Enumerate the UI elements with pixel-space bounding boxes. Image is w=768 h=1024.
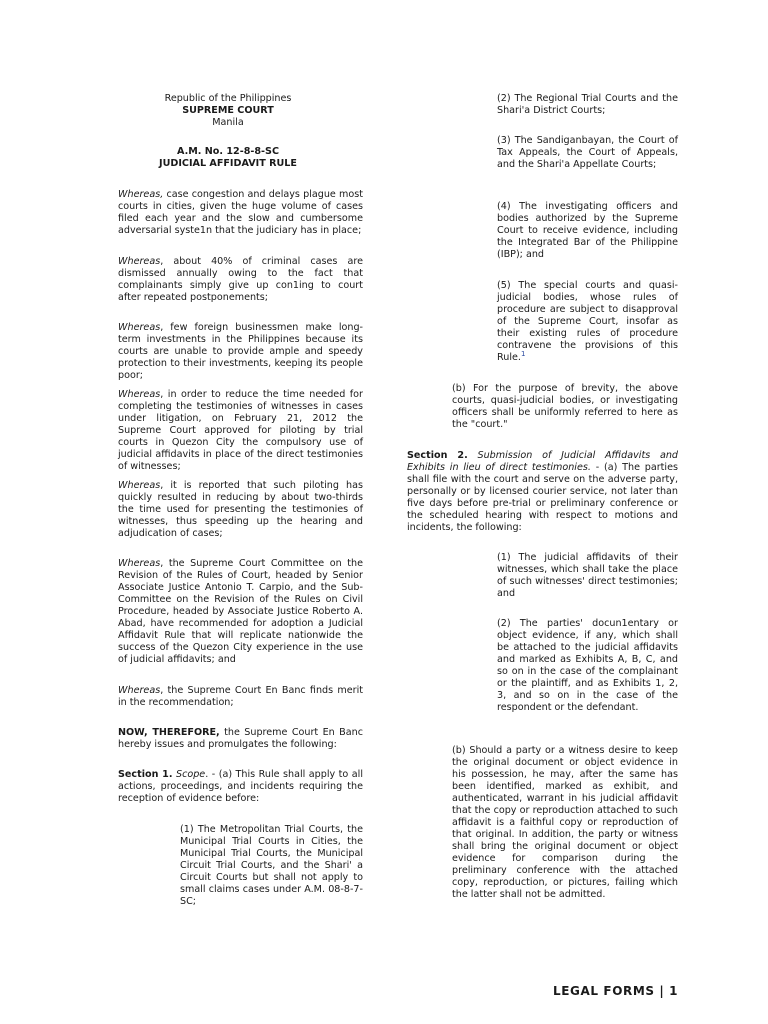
whereas-7 — [118, 685, 363, 709]
page-footer: LEGAL FORMS | 1 — [553, 984, 679, 998]
section-1-item-4: (4) The investigating officers and bodies authorized by the Supreme Court to receive evidence, including the Integrated Bar of the Philippine (IBP); and — [497, 201, 678, 260]
section-1-item-2: (2) The Regional Trial Courts and the Shari'a District Courts; — [497, 93, 678, 116]
whereas-text: case congestion and delays plague most courts in cities, given the huge volume of cases filed each year and the slow and cumbersome adversarial syste1n that the judiciary has in place; — [118, 189, 363, 236]
section-1-text: . - (a) This Rule shall apply to all actions, proceedings, and incidents requiring the reception of evidence before: — [118, 769, 363, 804]
whereas-keyword: Whereas, — [118, 189, 164, 200]
section-2-text: - (a) The parties shall file with the court and serve on the adverse party, personally or by licensed courier service, not later than five days before pre-trial or preliminary conference or the scheduled hearing with respect to motions and incidents, the following: — [407, 462, 679, 533]
whereas-keyword: Whereas — [118, 256, 161, 267]
rule-title: JUDICIAL AFFIDAVIT RULE — [159, 158, 297, 169]
whereas-5 — [118, 480, 363, 540]
whereas-keyword: Whereas — [118, 322, 161, 333]
whereas-text: , the Supreme Court Committee on the Revision of the Rules of Court, headed by Senior Associate Justice Antonio T. Carpio, and the Sub-Committee on the Revision of the Rules on Civil Procedure, headed by Associate Justice Roberto A. Abad, have recommended for adoption a Judicial Affidavit Rule that will replicate nationwide the success of the Quezon City experience in the use of judicial affidavits; and — [118, 558, 363, 665]
whereas-keyword: Whereas — [118, 558, 161, 569]
section-1 — [118, 769, 363, 805]
city-line: Manila — [212, 117, 244, 128]
section-2-label: Section 2. — [407, 450, 468, 461]
section-2-paragraph-b: (b) Should a party or a witness desire to keep the original document or object evidence in his possession, he may, after the same has been identified, marked as exhibit, and authenticated, warrant in his judicial affidavit that the copy or reproduction attached to such affidavit is a faithful copy or reproduction of that original. In addition, the party or witness shall bring the original document or object evidence for comparison during the preliminary conference with the attached copy, reproduction, or pictures, failing which the latter shall not be admitted. — [452, 745, 678, 900]
whereas-text: , few foreign businessmen make long-term investments in the Philippines because its courts are unable to provide ample and speedy protection to their investments, keeping its people poor; — [118, 322, 363, 381]
section-1-item-3: (3) The Sandiganbayan, the Court of Tax Appeals, the Court of Appeals, and the Shari'a Appellate Courts; — [497, 135, 678, 170]
whereas-keyword: Whereas — [118, 685, 161, 696]
section-2-item-1: (1) The judicial affidavits of their witnesses, which shall take the place of such witnesses' direct testimonies; and — [497, 552, 678, 599]
whereas-keyword: Whereas — [118, 480, 161, 491]
now-therefore-text: the Supreme Court En Banc hereby issues and promulgates the following: — [118, 727, 363, 750]
republic-line: Republic of the Philippines — [164, 93, 292, 104]
section-1-label: Section 1. — [118, 769, 173, 780]
section-1-item-5 — [497, 280, 678, 364]
section-1-paragraph-b: (b) For the purpose of brevity, the above courts, quasi-judicial bodies, or investigating officers shall be uniformly referred to here as the "court." — [452, 383, 678, 430]
section-1-item-1: (1) The Metropolitan Trial Courts, the Municipal Trial Courts in Cities, the Municipal Trial Courts, the Municipal Circuit Trial Courts, and the Shari' a Circuit Courts but shall not apply to small claims cases under A.M. 08-8-7-SC; — [180, 824, 363, 907]
section-2 — [407, 450, 678, 534]
whereas-1 — [118, 189, 363, 237]
section-1-title: Scope — [175, 769, 206, 780]
am-number: A.M. No. 12-8-8-SC — [177, 146, 279, 157]
section-2-item-2: (2) The parties' docun1entary or object evidence, if any, which shall be attached to the judicial affidavits and marked as Exhibits A, B, C, and so on in the case of the complainant or the plaintiff, and as Exhibits 1, 2, 3, and so on in the case of the respondent or the defendant. — [497, 618, 678, 713]
whereas-4 — [118, 389, 363, 473]
whereas-6 — [118, 558, 363, 666]
document-title-block — [118, 146, 338, 170]
whereas-3 — [118, 322, 363, 382]
whereas-text: , it is reported that such piloting has quickly resulted in reducing by about two-thirds the time used for presenting the testimonies of witnesses, thus speeding up the hearing and adjudication of cases; — [118, 480, 363, 539]
now-therefore-keyword: NOW, THEREFORE, — [118, 727, 220, 738]
section-1-item-5-text: (5) The special courts and quasi-judicial bodies, whose rules of procedure are subject to disapproval of the Supreme Court, insofar as their existing rules of procedure contravene the provisions of this Rule. — [497, 280, 678, 363]
whereas-2 — [118, 256, 363, 304]
court-name: SUPREME COURT — [182, 105, 274, 116]
now-therefore-paragraph — [118, 727, 363, 751]
document-header — [118, 93, 338, 129]
section-2-title: Submission of Judicial Affidavits and Exhibits in lieu of direct testimonies. — [407, 450, 678, 473]
footnote-link[interactable]: 1 — [520, 349, 526, 358]
whereas-text: , the Supreme Court En Banc finds merit in the recommendation; — [118, 685, 363, 708]
whereas-text: , in order to reduce the time needed for completing the testimonies of witnesses in cases under litigation, on February 21, 2012 the Supreme Court approved for piloting by trial courts in Quezon City the compulsory use of judicial affidavits in place of the direct testimonies of witnesses; — [118, 389, 363, 472]
whereas-keyword: Whereas — [118, 389, 161, 400]
whereas-text: , about 40% of criminal cases are dismissed annually owing to the fact that complainants simply give up con1ing to court after repeated postponements; — [118, 256, 363, 303]
